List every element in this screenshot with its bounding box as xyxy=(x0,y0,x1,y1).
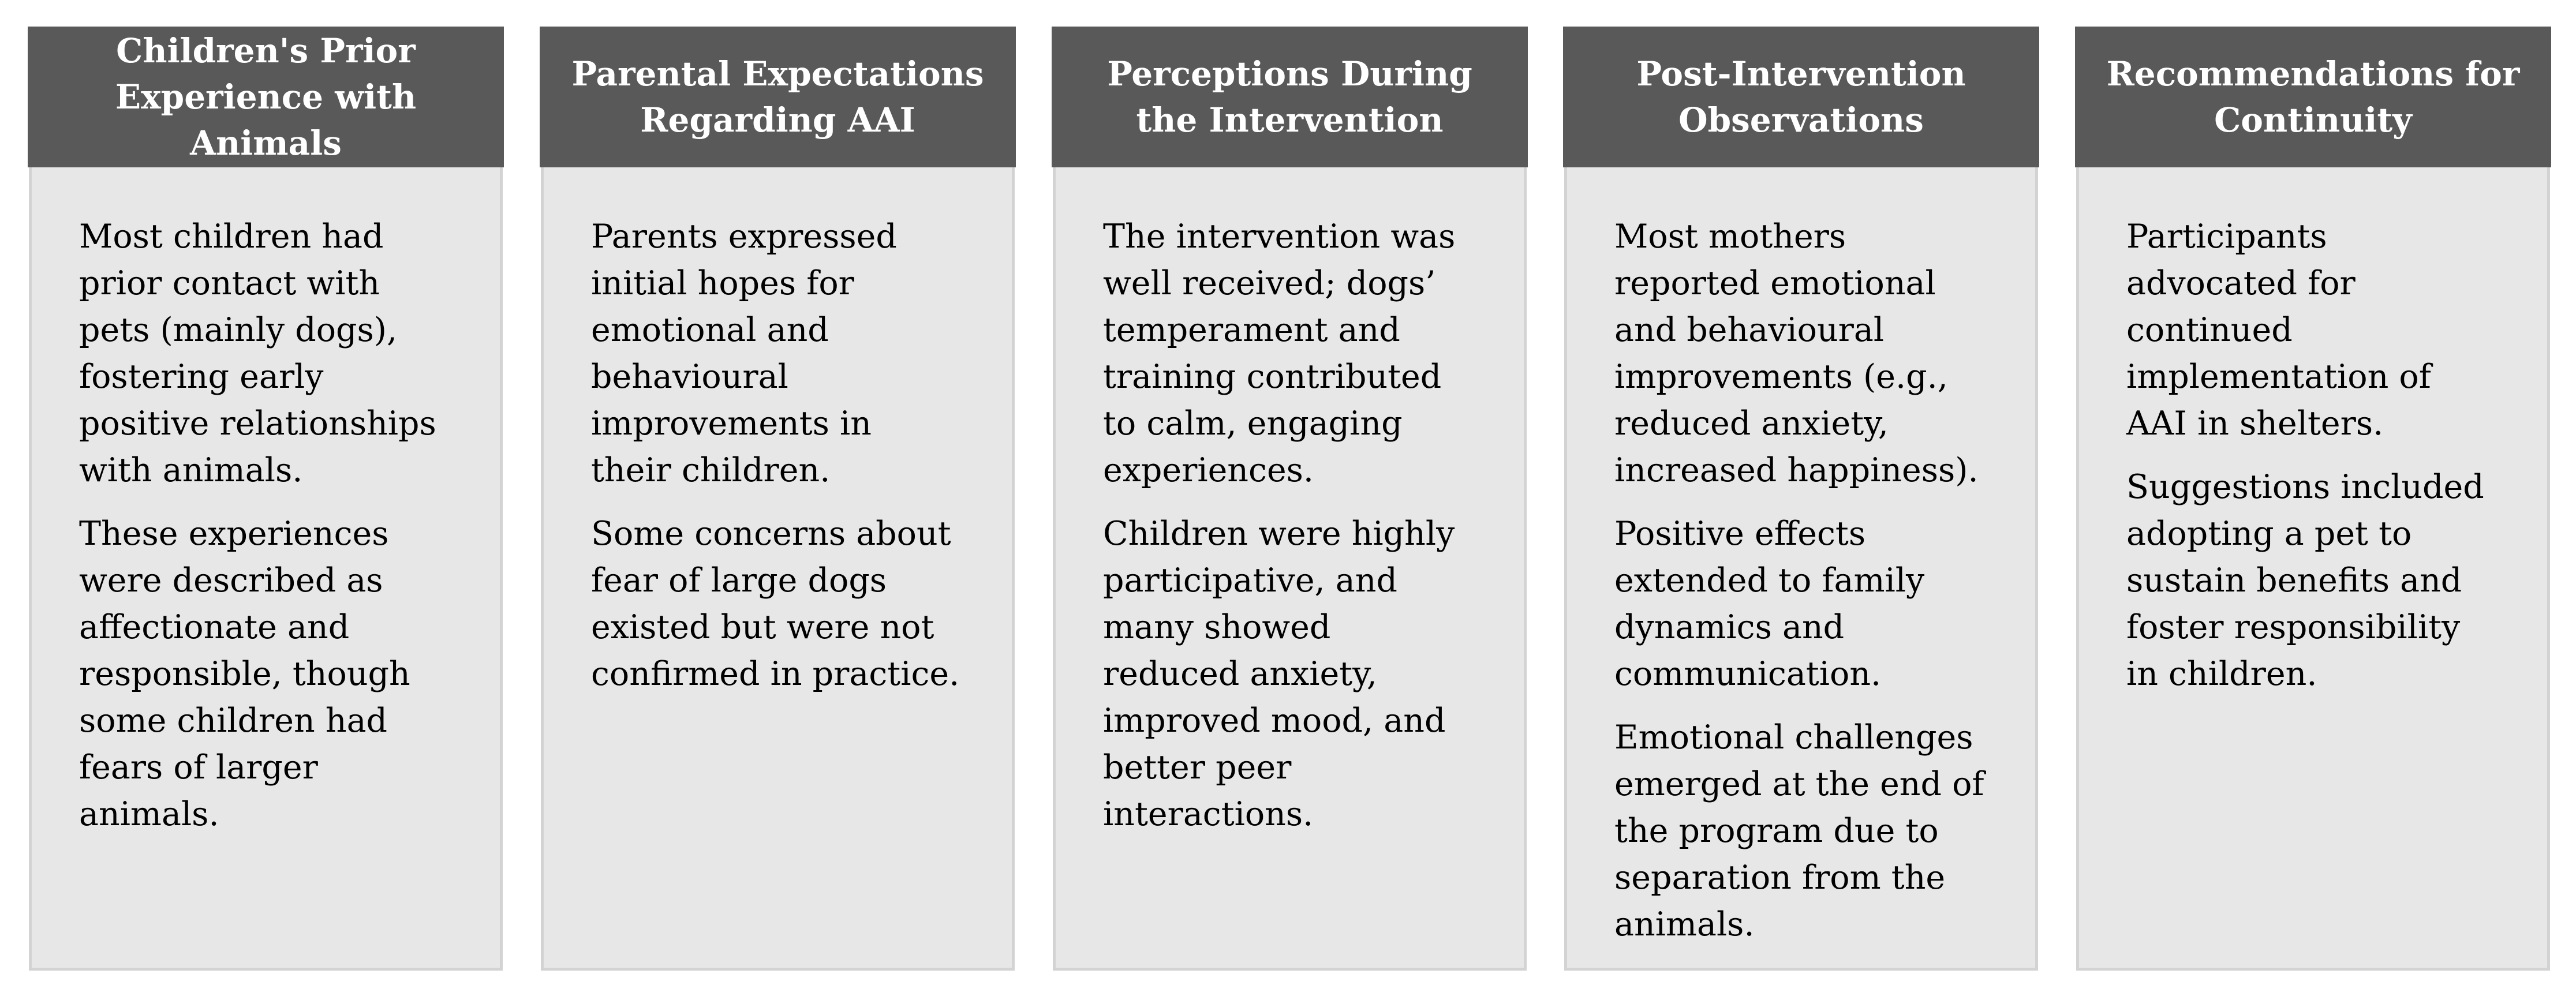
column-header xyxy=(540,27,1016,167)
column-header xyxy=(1563,27,2039,167)
column-body xyxy=(1053,167,1527,971)
column-title: Parental Expectations Regarding AAI xyxy=(571,54,984,140)
column-header xyxy=(28,27,504,167)
column-paragraph: Emotional challenges emerged at the end of the program due to separation from the animals. xyxy=(1614,718,1984,943)
column-body xyxy=(541,167,1015,971)
column-body xyxy=(29,167,503,971)
column-title: Children's Prior Experience with Animals xyxy=(115,31,417,163)
column-parental-expectations xyxy=(540,27,1016,971)
column-paragraph: Some concerns about fear of large dogs existed but were not confirmed in practice. xyxy=(591,515,960,693)
column-header xyxy=(1052,27,1528,167)
column-paragraph: Positive effects extended to family dynamics and communication. xyxy=(1614,515,1925,693)
column-paragraph: Suggestions included adopting a pet to sustain benefits and foster responsibility in children. xyxy=(2126,468,2484,693)
column-post-intervention xyxy=(1563,27,2039,971)
column-body xyxy=(1564,167,2038,971)
column-paragraph: The intervention was well received; dogs’ temperament and training contributed to calm, engaging experiences. xyxy=(1103,218,1456,489)
column-title: Post-Intervention Observations xyxy=(1636,54,1966,140)
column-title: Perceptions During the Intervention xyxy=(1107,54,1472,140)
column-perceptions-during xyxy=(1052,27,1528,971)
column-paragraph: Parents expressed initial hopes for emotional and behavioural improvements in their children. xyxy=(591,218,897,489)
column-paragraph: Most children had prior contact with pets (mainly dogs), fostering early positive relationships with animals. xyxy=(79,218,436,489)
column-paragraph: Most mothers reported emotional and behavioural improvements (e.g., reduced anxiety, increased happiness). xyxy=(1614,218,1979,489)
column-recommendations xyxy=(2075,27,2551,971)
column-paragraph: These experiences were described as affectionate and responsible, though some children had fears of larger animals. xyxy=(79,515,410,833)
column-paragraph: Children were highly participative, and many showed reduced anxiety, improved mood, and better peer interactions. xyxy=(1103,515,1455,833)
column-title: Recommendations for Continuity xyxy=(2106,54,2520,140)
column-paragraph: Participants advocated for continued implementation of AAI in shelters. xyxy=(2126,218,2431,443)
column-header xyxy=(2075,27,2551,167)
column-prior-experience xyxy=(28,27,504,971)
column-body xyxy=(2076,167,2550,971)
